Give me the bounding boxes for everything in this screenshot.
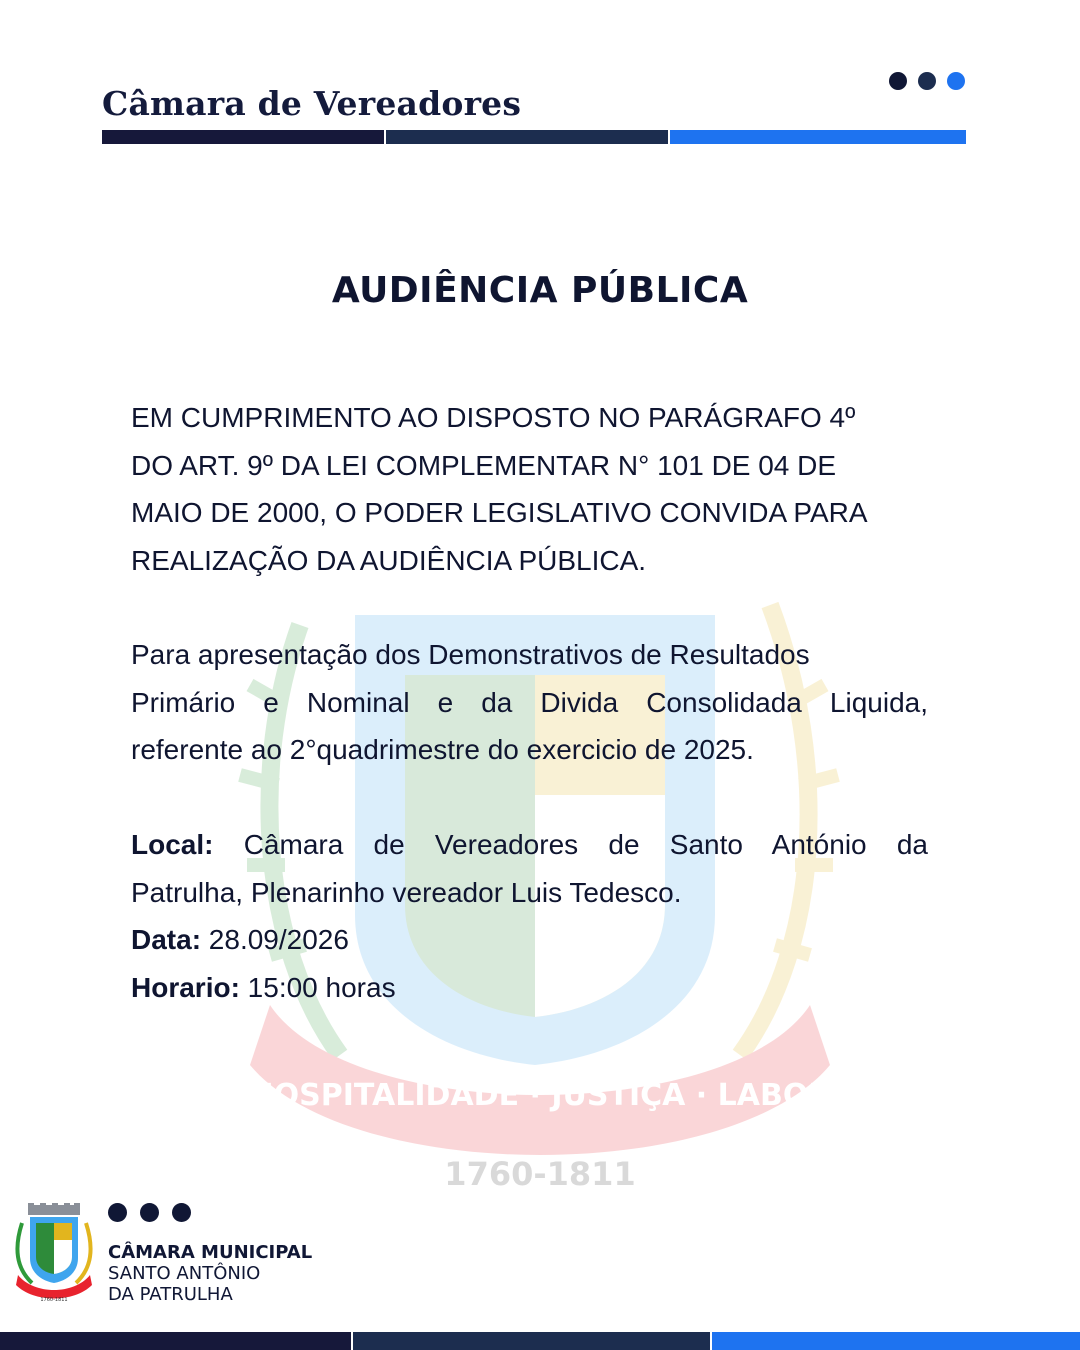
header-bar-segment-slate — [384, 130, 668, 144]
header-dot-1 — [889, 72, 907, 90]
footer-dots — [108, 1203, 191, 1222]
footer-divider-bar — [0, 1332, 1080, 1350]
footer-dot-3 — [172, 1203, 191, 1222]
local-line-1 — [131, 821, 928, 869]
footer-bar-segment-blue — [710, 1332, 1080, 1350]
time-value: 15:00 horas — [239, 971, 396, 1003]
header-bar-segment-navy — [102, 130, 384, 144]
crest-watermark-motto: HOSPITALIDADE · JUSTIÇA · LABOR — [248, 1078, 832, 1113]
footer-line-2: SANTO ANTÔNIO — [108, 1263, 261, 1284]
intro-line-4: REALIZAÇÃO DA AUDIÊNCIA PÚBLICA. — [131, 544, 647, 576]
time-label: Horario: — [131, 971, 240, 1003]
footer-bar-segment-navy — [0, 1332, 351, 1350]
header-title: Câmara de Vereadores — [102, 84, 522, 123]
date-value: 28.09/2026 — [201, 924, 349, 955]
crest-watermark-years: 1760-1811 — [444, 1155, 636, 1193]
footer-dot-1 — [108, 1203, 127, 1222]
intro-line-3: MAIO DE 2000, O PODER LEGISLATIVO CONVIDA PARA — [131, 497, 868, 528]
header-bar-segment-blue — [668, 130, 966, 144]
footer-organization-name — [108, 1242, 312, 1305]
header-dot-3 — [947, 72, 965, 90]
time-line — [131, 964, 928, 1012]
date-line — [131, 916, 928, 964]
local-value-2: Patrulha, Plenarinho vereador Luis Tedesco. — [131, 876, 682, 908]
footer-line-3: DA PATRULHA — [108, 1284, 233, 1305]
header-divider-bar — [102, 130, 966, 144]
crest-logo-years: 1760-1811 — [40, 1297, 68, 1303]
event-details — [131, 821, 928, 1011]
purpose-paragraph — [131, 631, 928, 774]
purpose-line-3: referente ao 2°quadrimestre do exercicio de 2025. — [131, 734, 754, 765]
page-title: AUDIÊNCIA PÚBLICA — [331, 270, 749, 311]
local-label: Local: — [131, 829, 214, 860]
footer-line-1: CÂMARA MUNICIPAL — [108, 1242, 313, 1263]
purpose-line-1: Para apresentação dos Demonstrativos de Resultados — [131, 639, 810, 670]
intro-paragraph — [131, 394, 928, 584]
intro-line-1: EM CUMPRIMENTO AO DISPOSTO NO PARÁGRAFO 4º — [131, 402, 856, 433]
date-label: Data: — [131, 924, 202, 955]
crest-logo — [14, 1203, 94, 1303]
header-dots — [889, 72, 965, 90]
purpose-line-2: Primário e Nominal e da Divida Consolidada Liquida, — [131, 686, 928, 718]
local-value-1: Câmara de Vereadores de Santo António da — [213, 829, 928, 860]
footer-dot-2 — [140, 1203, 159, 1222]
intro-line-2: DO ART. 9º DA LEI COMPLEMENTAR N° 101 DE 04 DE — [131, 449, 837, 481]
footer-bar-segment-slate — [351, 1332, 710, 1350]
header-dot-2 — [918, 72, 936, 90]
